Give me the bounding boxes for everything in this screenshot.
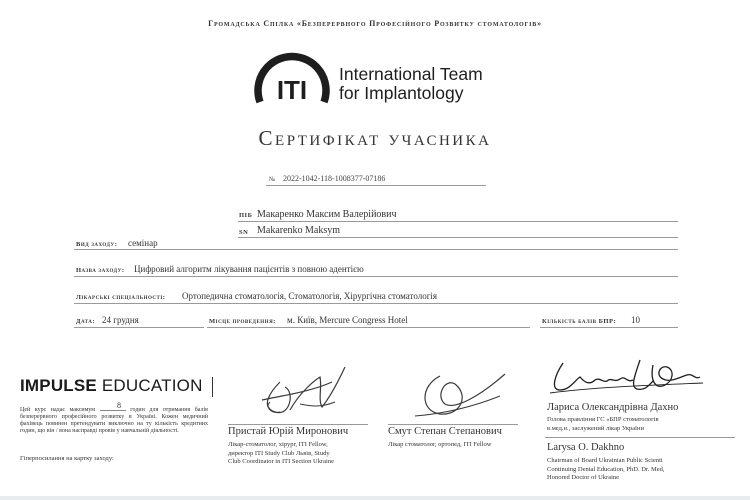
impulse-education-logo [20,376,203,396]
signer-2-desc-line: Лікар стоматолог, ортопед, ITI Fellow [388,441,492,448]
signer-2-name: Смут Степан Степанович [388,426,502,437]
certificate-title: Сертифікат учасника [258,126,492,150]
points-underline [540,327,678,328]
brand-bold: IMPULSE [20,376,97,395]
points-label: Кількість балів БПР: [542,318,617,325]
hyperlink-label: Гіперпосилання на картку заходу: [20,455,114,462]
organization-line: Громадська Спілка «Безперервного Професійного Розвитку стоматологів» [208,19,542,28]
signer-1-desc-line: директор ITI Study Club Львів, Study [228,449,330,457]
signer-3-desc-line: Голова правління ГС «БПР стоматологів [547,416,659,423]
place-underline [207,327,530,328]
hours-value: 8 [117,401,121,410]
name-en-underline [238,237,678,238]
signature-2-line [388,424,518,425]
name-en-label: SN [239,229,249,236]
logo-line1: International Team [339,64,483,84]
signer-3-name: Лариса Олександрівна Дахно [547,402,679,413]
number-label: № [269,176,276,183]
event-type: семінар [128,238,158,248]
signer-1-name: Пристай Юрій Миронович [228,426,349,437]
event-title: Цифровий алгоритм лікування пацієнтів з повною адентією [134,264,364,274]
name-uk-underline [238,221,678,222]
participant-name-en: Makarenko Maksym [257,225,341,236]
course-text-b: годин для отримання балів безперервного професійного розвитку в Україні. Кожен медичний фахівець повинен претендувати виключно на ту кількість кредитних годин, що він / вона насправді провів у навчальній діяльності. [20,407,209,434]
logo-line2: for Implantology [339,83,464,103]
signer-2-desc [388,441,491,450]
certificate-number: 2022-1042-118-1008377-07186 [283,174,386,183]
course-text-a: Цей курс надає максимум [20,407,96,413]
signer-3-desc-line: в.мед.н., заслужений лікар України [547,424,644,432]
iti-logo-icon [252,46,332,108]
specialties-underline [74,303,678,304]
event-date: 24 грудня [102,315,139,325]
event-title-underline [74,276,678,277]
signature-2-image [410,366,520,426]
event-title-label: Назва заходу: [76,267,125,274]
signer-1-desc [228,441,334,467]
logo-abbr: ITI [276,75,308,105]
date-label: Дата: [76,318,96,325]
participant-name-uk: Макаренко Максим Валерійович [257,209,397,220]
number-underline [266,185,486,186]
bottom-band [0,496,750,500]
event-place: м. Київ, Mercure Congress Hotel [287,315,408,325]
signer-4-name: Larysa O. Dakhno [547,442,625,453]
specialties-label: Лікарські спеціальності: [76,294,166,301]
event-type-label: Вид заходу: [76,241,118,248]
name-uk-label: ПІБ [239,212,253,219]
specialties: Ортопедична стоматологія, Стоматологія, Хірургічна стоматологія [182,291,438,301]
brand-light: EDUCATION [96,376,203,395]
place-label: Місце проведення: [209,318,276,325]
signer-3-desc [547,416,659,433]
logo-text [339,65,483,103]
date-underline [74,327,204,328]
signature-1-line [228,424,368,425]
signer-4-desc [547,457,665,483]
signer-1-desc-line: Club Coordinator in ITI Section Ukraine [228,458,334,465]
event-type-underline [74,249,678,250]
signer-4-desc-line: Chairman of Board Ukrainian Public Scienti [547,457,663,464]
brand-divider [212,377,213,397]
signature-1-image [240,362,360,422]
signature-3-line [545,437,735,438]
course-text [20,407,208,435]
signature-3-image [545,355,705,400]
signer-4-desc-line: Continuing Dental Education, PhD. Dr. Med, [547,465,665,473]
points-value: 10 [631,315,640,325]
signer-4-desc-line: Honored Doctor of Ukraine [547,474,620,481]
signer-1-desc-line: Лікар-стоматолог, хірург, ITI Fellow, [228,441,328,448]
